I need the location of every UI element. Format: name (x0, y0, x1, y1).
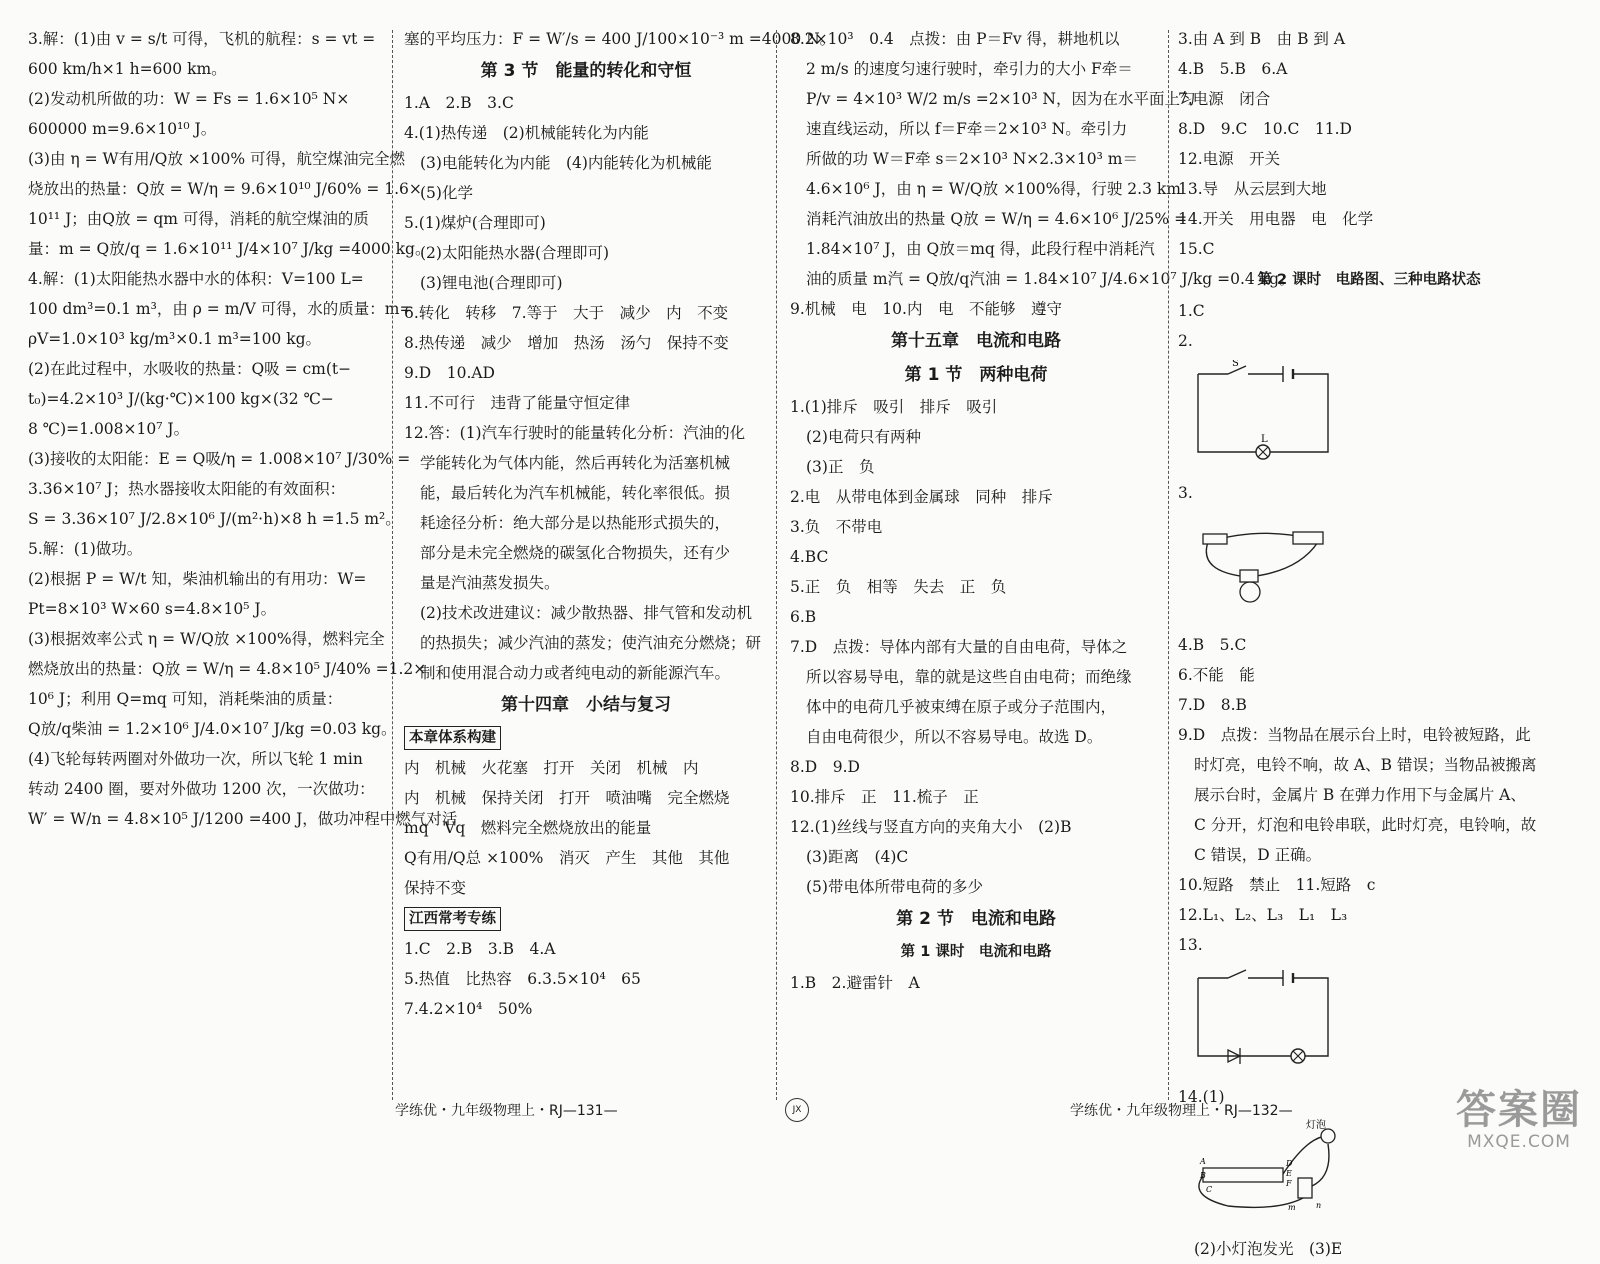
answer-line: 烧放出的热量：Q放 = W/η = 9.6×10¹⁰ J/60% = 1.6× (28, 180, 422, 198)
answer-line: 9.机械 电 10.内 电 不能够 遵守 (790, 300, 1062, 318)
answer-line: 14.(1) (1178, 1088, 1225, 1106)
watermark-logo-text: 答案圈 (1456, 1087, 1582, 1133)
answer-line: mq Vq 燃料完全燃烧放出的能量 (404, 819, 652, 837)
answer-line: 7.电源 闭合 (1178, 90, 1271, 108)
answer-line: 燃烧放出的热量：Q放 = W/η = 4.8×10⁵ J/40% =1.2× (28, 660, 427, 678)
answer-line: (2)电荷只有两种 (806, 428, 921, 446)
watermark-url: MXQE.COM (1467, 1132, 1571, 1152)
answer-line: (2)太阳能热水器(合理即可) (420, 244, 610, 262)
answer-line: W′ = W/n = 4.8×10⁵ J/1200 =400 J，做功冲程中燃气对活 (28, 810, 458, 828)
answer-line: C 分开，灯泡和电铃串联，此时灯亮，电铃响，故 (1194, 816, 1537, 834)
battery-drawing (1293, 532, 1323, 544)
answer-line: 6.B (790, 608, 817, 626)
answer-line: 3.36×10⁷ J；热水器接收太阳能的有效面积： (28, 480, 346, 498)
answer-line: 3. (1178, 484, 1193, 502)
answer-line: C 错误，D 正确。 (1194, 846, 1322, 864)
answer-line: 8.热传递 减少 增加 热汤 汤勺 保持不变 (404, 334, 729, 352)
answer-line: 3.解：(1)由 v = s/t 可得，飞机的航程：s = vt = (28, 30, 376, 48)
answer-line: 1.B 2.避雷针 A (790, 974, 920, 992)
answer-line: (3)根据效率公式 η = W/Q放 ×100%得，燃料完全 (28, 630, 385, 648)
answer-line: 12.L₁、L₂、L₃ L₁ L₃ (1178, 906, 1348, 924)
answer-line: 3.负 不带电 (790, 518, 883, 536)
answer-line: 13. (1178, 936, 1203, 954)
column-divider (1168, 30, 1169, 1100)
section-heading: 第 1 节 两种电荷 (904, 365, 1048, 385)
answer-line: 4.(1)热传递 (2)机械能转化为内能 (404, 124, 649, 142)
answer-line: 消耗汽油放出的热量 Q放 = W/η = 4.6×10⁶ J/25% = (806, 210, 1188, 228)
battery-drawing (1298, 1178, 1312, 1198)
lesson-heading: 第 2 课时 电路图、三种电路状态 (1257, 272, 1481, 288)
answer-line: 油的质量 m汽 = Q放/q汽油 = 1.84×10⁷ J/4.6×10⁷ J/kg =0.4 kg。 (806, 270, 1295, 288)
center-mark: JX (785, 1098, 809, 1122)
answer-line: 8.D 9.D (790, 758, 860, 776)
answer-line: 2 m/s 的速度匀速行驶时，牵引力的大小 F牵＝ (806, 60, 1133, 78)
section-box-label: 本章体系构建 (404, 726, 501, 750)
answer-line: 转动 2400 圈，要对外做功 1200 次，一次做功： (28, 780, 375, 798)
answer-line: 所以容易导电，靠的就是这些自由电荷；而绝缘 (806, 668, 1132, 686)
answer-line: ρV=1.0×10³ kg/m³×0.1 m³=100 kg。 (28, 330, 322, 348)
answer-line: 600000 m=9.6×10¹⁰ J。 (28, 120, 217, 138)
answer-line: (5)化学 (420, 184, 473, 202)
answer-line: 12.(1)丝线与竖直方向的夹角大小 (2)B (790, 818, 1072, 836)
answer-line: 2.电 从带电体到金属球 同种 排斥 (790, 488, 1053, 506)
answer-line: 12.答：(1)汽车行驶时的能量转化分析：汽油的化 (404, 424, 746, 442)
answer-line: 9.D 点拨：当物品在展示台上时，电铃被短路，此 (1178, 726, 1531, 744)
answer-line: 14.开关 用电器 电 化学 (1178, 210, 1374, 228)
switch-symbol (1228, 970, 1246, 978)
watermark (1456, 1088, 1582, 1152)
page-footer-right: 学练优・九年级物理上・RJ—132— (1070, 1103, 1293, 1119)
answer-line: 部分是未完全燃烧的碳氢化合物损失，还有少 (420, 544, 731, 562)
answer-line: 11.不可行 违背了能量守恒定律 (404, 394, 631, 412)
circuit-svg (1188, 964, 1338, 1064)
section-heading: 第十四章 小结与复习 (501, 695, 671, 715)
answer-line: Q放/q柴油 = 1.2×10⁶ J/4.0×10⁷ J/kg =0.03 kg。 (28, 720, 397, 738)
answer-line: 7.D 8.B (1178, 696, 1247, 714)
answer-line: 速直线运动，所以 f＝F牵＝2×10³ N。牵引力 (806, 120, 1128, 138)
answer-line: 1.(1)排斥 吸引 排斥 吸引 (790, 398, 998, 416)
circuit-diagram-q13 (1188, 964, 1560, 1074)
circuit-svg (1188, 512, 1338, 612)
answer-line: 时灯亮，电铃不响，故 A、B 错误；当物品被搬离 (1194, 756, 1537, 774)
circuit-diagram-q2 (1188, 360, 1560, 470)
answer-line: 耗途径分析：绝大部分是以热能形式损失的， (420, 514, 731, 532)
answer-line: Q有用/Q总 ×100% 消灭 产生 其他 其他 (404, 849, 730, 867)
answer-line: 4.B 5.B 6.A (1178, 60, 1288, 78)
answer-line: 的热损失；减少汽油的蒸发；使汽油充分燃烧；研 (420, 634, 762, 652)
column-4 (1178, 24, 1560, 1264)
answer-line: 5.解：(1)做功。 (28, 540, 143, 558)
diagram-label: n (1316, 1201, 1322, 1210)
section-box (404, 903, 768, 934)
column-divider (392, 30, 393, 1100)
diagram-label: B (1200, 1171, 1206, 1180)
answer-line: 9.D 10.AD (404, 364, 495, 382)
answer-line: 7.D 点拨：导体内部有大量的自由电荷，导体之 (790, 638, 1128, 656)
answer-line: 能，最后转化为汽车机械能，转化率很低。损 (420, 484, 731, 502)
answer-line: 自由电荷很少，所以不容易导电。故选 D。 (806, 728, 1103, 746)
circuit-drawing-q3 (1188, 512, 1560, 622)
section-box (404, 722, 768, 753)
answer-line: t₀)=4.2×10³ J/(kg·℃)×100 kg×(32 ℃− (28, 390, 334, 408)
answer-line: 所做的功 W＝F牵 s＝2×10³ N×2.3×10³ m＝ (806, 150, 1138, 168)
answer-line: 5.正 负 相等 失去 正 负 (790, 578, 1007, 596)
bell-drawing (1240, 582, 1260, 602)
diagram-label: m (1288, 1203, 1296, 1212)
lesson-heading: 第 1 课时 电流和电路 (900, 944, 1052, 960)
answer-line: (3)由 η = W有用/Q放 ×100% 可得，航空煤油完全燃 (28, 150, 406, 168)
lamp-label: L (1261, 434, 1268, 445)
answer-line: 10¹¹ J；由Q放 = qm 可得，消耗的航空煤油的质 (28, 210, 369, 228)
answer-line: (2)根据 P = W/t 知，柴油机输出的有用功：W= (28, 570, 367, 588)
answer-line: (2)在此过程中，水吸收的热量：Q吸 = cm(t− (28, 360, 352, 378)
section-heading: 第 2 节 电流和电路 (896, 909, 1056, 929)
answer-line: 8.2×10³ 0.4 点拨：由 P＝Fv 得，耕地机以 (790, 30, 1120, 48)
answer-line: (3)电能转化为内能 (4)内能转化为机械能 (420, 154, 712, 172)
answer-line: 3.由 A 到 B 由 B 到 A (1178, 30, 1346, 48)
answer-line: 10.排斥 正 11.梳子 正 (790, 788, 979, 806)
answer-line: (2)技术改进建议：减少散热器、排气管和发动机 (420, 604, 752, 622)
answer-line: (2)小灯泡发光 (3)E (1194, 1240, 1343, 1258)
answer-line: 5.热值 比热容 6.3.5×10⁴ 65 (404, 970, 641, 988)
switch-label: S (1232, 360, 1239, 369)
answer-line: 保持不变 (404, 879, 467, 897)
answer-line: 8 ℃)=1.008×10⁷ J。 (28, 420, 190, 438)
answer-line: 2. (1178, 332, 1193, 350)
bulb-drawing (1321, 1129, 1335, 1143)
answer-line: 体中的电荷几乎被束缚在原子或分子范围内， (806, 698, 1117, 716)
section-heading: 第 3 节 能量的转化和守恒 (480, 61, 692, 81)
answer-line: 4.B 5.C (1178, 636, 1247, 654)
answer-line: 制和使用混合动力或者纯电动的新能源汽车。 (420, 664, 731, 682)
answer-line: 1.84×10⁷ J，由 Q放＝mq 得，此段行程中消耗汽 (806, 240, 1155, 258)
answer-line: 展示台时，金属片 B 在弹力作用下与金属片 A、 (1194, 786, 1526, 804)
answer-line: 5.(1)煤炉(合理即可) (404, 214, 546, 232)
answer-line: 6.转化 转移 7.等于 大于 减少 内 不变 (404, 304, 729, 322)
answer-line: (3)距离 (4)C (806, 848, 909, 866)
switch-drawing (1203, 534, 1227, 544)
section-heading: 第十五章 电流和电路 (891, 331, 1061, 351)
diagram-label: C (1206, 1185, 1213, 1194)
answer-line: 4.6×10⁶ J，由 η = W/Q放 ×100%得，行驶 2.3 km (806, 180, 1181, 198)
answer-line: 塞的平均压力：F = W′/s = 400 J/100×10⁻³ m =4000 N。 (404, 30, 836, 48)
answer-line: 7.4.2×10⁴ 50% (404, 1000, 533, 1018)
answer-line: 13.导 从云层到大地 (1178, 180, 1327, 198)
answer-line: S = 3.36×10⁷ J/2.8×10⁶ J/(m²·h)×8 h =1.5 m²。 (28, 510, 401, 528)
answer-line: 量是汽油蒸发损失。 (420, 574, 560, 592)
answer-line: 600 km/h×1 h=600 km。 (28, 60, 227, 78)
answer-line: (3)正 负 (806, 458, 875, 476)
answer-line: (2)发动机所做的功：W = Fs = 1.6×10⁵ N× (28, 90, 350, 108)
conductor-rod (1203, 1168, 1283, 1182)
answer-line: 100 dm³=0.1 m³，由 ρ = m/V 可得，水的质量：m= (28, 300, 413, 318)
answer-line: 1.C (1178, 302, 1205, 320)
circuit-svg (1188, 1116, 1338, 1216)
answer-line: 内 机械 保持关闭 打开 喷油嘴 完全燃烧 (404, 789, 730, 807)
answer-line: 1.A 2.B 3.C (404, 94, 514, 112)
answer-line: (3)接收的太阳能：E = Q吸/η = 1.008×10⁷ J/30% = (28, 450, 411, 468)
answer-line: 学能转化为气体内能，然后再转化为活塞机械 (420, 454, 731, 472)
section-box-label: 江西常考专练 (404, 907, 501, 931)
answer-line: Pt=8×10³ W×60 s=4.8×10⁵ J。 (28, 600, 277, 618)
diagram-label: F (1286, 1179, 1292, 1188)
column-divider (776, 30, 777, 1100)
answer-line: 量：m = Q放/q = 1.6×10¹¹ J/4×10⁷ J/kg =4000 kg。 (28, 240, 431, 258)
answer-line: P/v = 4×10³ W/2 m/s =2×10³ N，因为在水平面上匀 (806, 90, 1196, 108)
answer-line: 15.C (1178, 240, 1215, 258)
answer-line: 4.BC (790, 548, 829, 566)
answer-line: 1.C 2.B 3.B 4.A (404, 940, 556, 958)
diagram-label: A (1200, 1157, 1206, 1166)
answer-line: 12.电源 开关 (1178, 150, 1281, 168)
answer-line: 6.不能 能 (1178, 666, 1255, 684)
diagram-label: E (1286, 1169, 1292, 1178)
answer-line: (3)锂电池(合理即可) (420, 274, 563, 292)
answer-line: 4.解：(1)太阳能热水器中水的体积：V=100 L= (28, 270, 364, 288)
page-footer-left: 学练优・九年级物理上・RJ—131— (395, 1103, 618, 1119)
answer-line: 10⁶ J；利用 Q=mq 可知，消耗柴油的质量： (28, 690, 343, 708)
answer-line: 8.D 9.C 10.C 11.D (1178, 120, 1352, 138)
answer-line: 10.短路 禁止 11.短路 c (1178, 876, 1376, 894)
diagram-label: 灯泡 (1306, 1120, 1326, 1131)
answer-line: (5)带电体所带电荷的多少 (806, 878, 983, 896)
diagram-label: D (1286, 1159, 1293, 1168)
answer-line: (4)飞轮每转两圈对外做功一次，所以飞轮 1 min (28, 750, 363, 768)
circuit-svg (1188, 360, 1338, 460)
answer-line: 内 机械 火花塞 打开 关闭 机械 内 (404, 759, 699, 777)
